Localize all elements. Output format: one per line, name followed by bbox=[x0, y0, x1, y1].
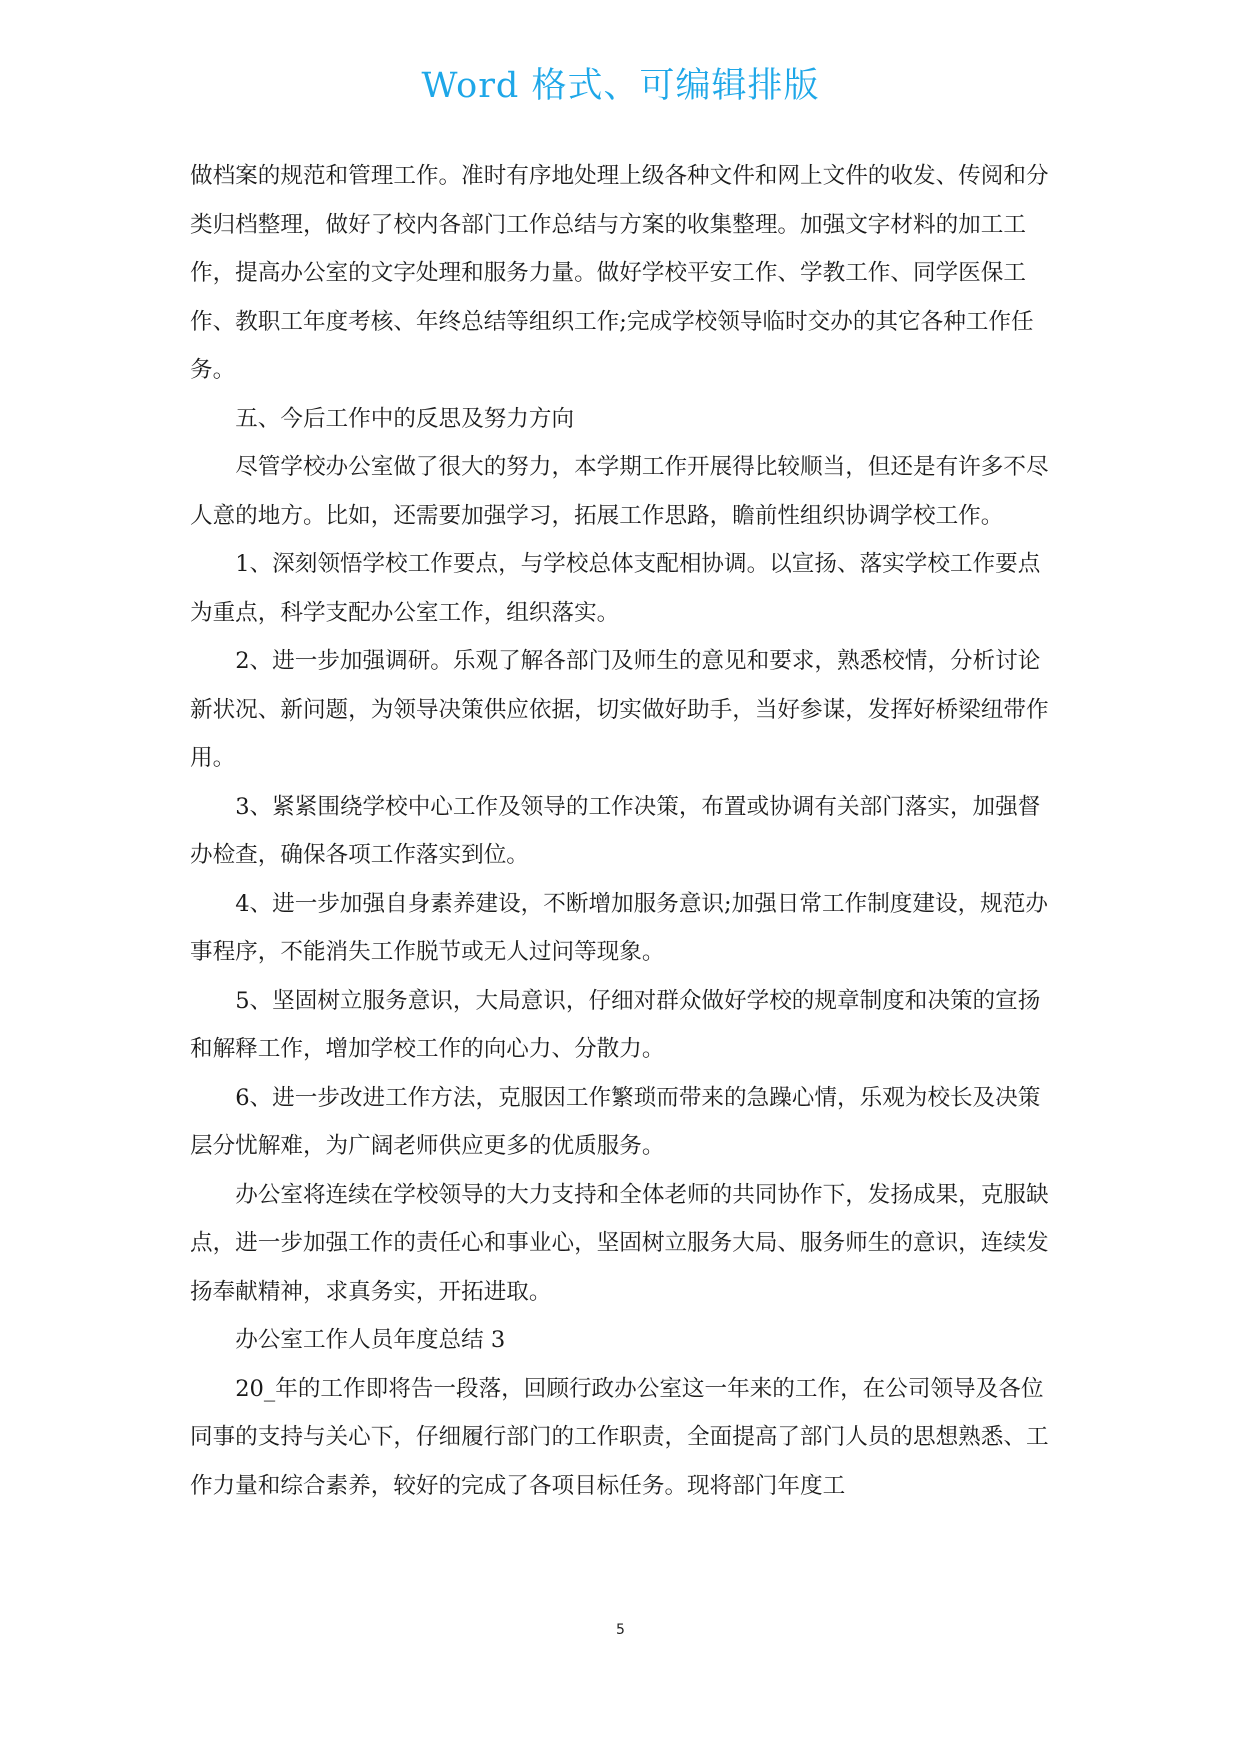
list-item: 3、紧紧围绕学校中心工作及领导的工作决策，布置或协调有关部门落实，加强督办检查，确保各项工作落实到位。 bbox=[190, 793, 1041, 868]
paragraph: 20_年的工作即将告一段落，回顾行政办公室这一年来的工作，在公司领导及各位同事的支持与关心下，仔细履行部门的工作职责，全面提高了部门人员的思想熟悉、工作力量和综合素养，较好的完成了各项目标任务。现将部门年度工 bbox=[190, 1375, 1049, 1499]
paragraph: 做档案的规范和管理工作。准时有序地处理上级各种文件和网上文件的收发、传阅和分类归档整理，做好了校内各部门工作总结与方案的收集整理。加强文字材料的加工工作，提高办公室的文字处理和服务力量。做好学校平安工作、学教工作、同学医保工作、教职工年度考核、年终总结等组织工作;完成学校领导临时交办的其它各种工作任务。 bbox=[190, 163, 1049, 383]
page-number: 5 bbox=[616, 1622, 625, 1638]
list-item: 5、坚固树立服务意识，大局意识，仔细对群众做好学校的规章制度和决策的宣扬和解释工作，增加学校工作的向心力、分散力。 bbox=[190, 987, 1041, 1062]
section-heading: 五、今后工作中的反思及努力方向 bbox=[235, 405, 575, 432]
document-header-title: Word 格式、可编辑排版 bbox=[421, 66, 820, 106]
paragraph: 办公室将连续在学校领导的大力支持和全体老师的共同协作下，发扬成果，克服缺点，进一步加强工作的责任心和事业心，坚固树立服务大局、服务师生的意识，连续发扬奉献精神，求真务实，开拓进取。 bbox=[190, 1181, 1049, 1305]
list-item: 2、进一步加强调研。乐观了解各部门及师生的意见和要求，熟悉校情，分析讨论新状况、新问题，为领导决策供应依据，切实做好助手，当好参谋，发挥好桥梁纽带作用。 bbox=[190, 648, 1049, 771]
paragraph: 尽管学校办公室做了很大的努力，本学期工作开展得比较顺当，但还是有许多不尽人意的地方。比如，还需要加强学习，拓展工作思路，瞻前性组织协调学校工作。 bbox=[190, 454, 1049, 529]
section-heading: 办公室工作人员年度总结 3 bbox=[235, 1327, 506, 1353]
list-item: 1、深刻领悟学校工作要点，与学校总体支配相协调。以宣扬、落实学校工作要点为重点，科学支配办公室工作，组织落实。 bbox=[190, 551, 1041, 626]
document-body bbox=[190, 152, 1062, 1510]
list-item: 4、进一步加强自身素养建设，不断增加服务意识;加强日常工作制度建设，规范办事程序，不能消失工作脱节或无人过问等现象。 bbox=[190, 890, 1048, 965]
list-item: 6、进一步改进工作方法，克服因工作繁琐而带来的急躁心情，乐观为校长及决策层分忧解难，为广阔老师供应更多的优质服务。 bbox=[190, 1084, 1041, 1159]
